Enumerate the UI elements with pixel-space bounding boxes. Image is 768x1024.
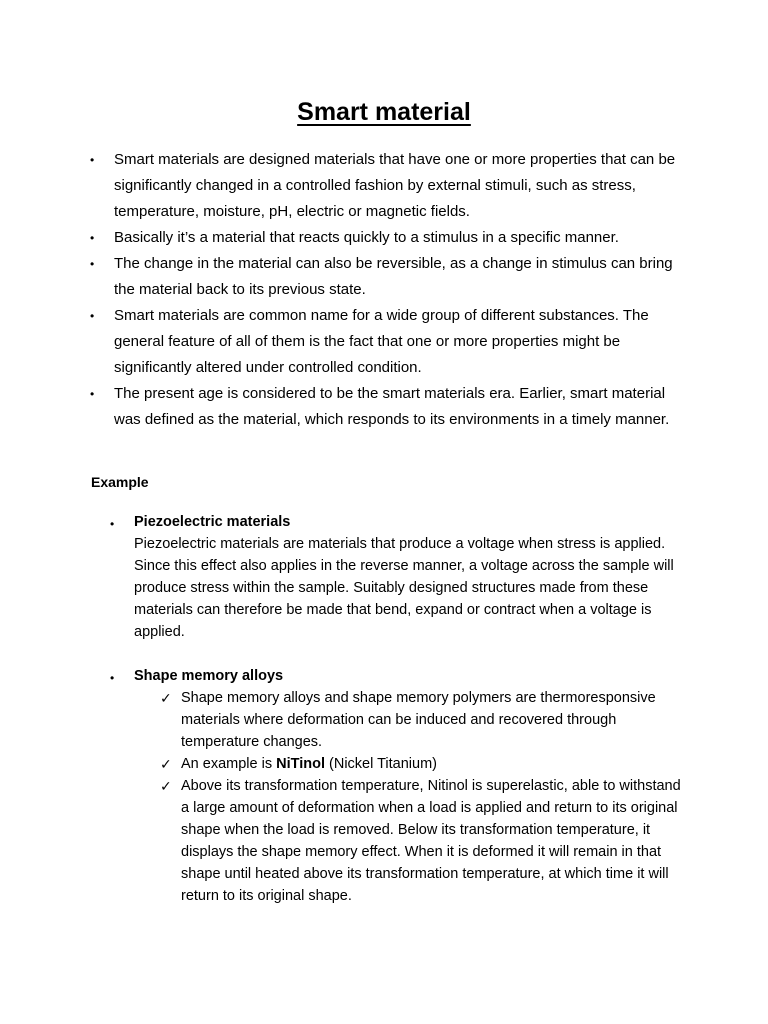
bullet-icon: •	[90, 309, 95, 323]
bullet-icon: •	[90, 387, 95, 401]
list-item	[90, 147, 694, 225]
checkmark-icon: ✓	[160, 690, 172, 706]
list-item-text: The change in the material can also be reversible, as a change in stimulus can bring the material back to its previous state.	[114, 255, 673, 298]
list-item-text: Basically it’s a material that reacts quickly to a stimulus in a specific manner.	[114, 229, 619, 246]
list-item-text: Smart materials are designed materials that have one or more properties that can be significantly changed in a controlled fashion by external stimuli, such as stress, temperature, moisture, pH, electric or magnetic fields.	[114, 151, 676, 220]
checkmark-icon: ✓	[160, 778, 172, 794]
checkmark-item	[160, 687, 681, 753]
bullet-icon: •	[90, 257, 95, 271]
bullet-icon: •	[110, 671, 115, 685]
example-item-piezoelectric	[110, 511, 694, 643]
nitinol-bold-term: NiTinol	[276, 756, 325, 772]
checkmark-item-text: Above its transformation temperature, Nitinol is superelastic, able to withstand a large amount of deformation when a load is applied and return to its original shape when the load is removed. Below its transformation temperature, it displays the shape memory effect. When it is deformed it will remain in that shape until heated above its transformation temperature, at which time it will return to its original shape.	[181, 778, 681, 904]
list-item-text: Smart materials are common name for a wide group of different substances. The general feature of all of them is the fact that one or more properties might be significantly altered under controlled condition.	[114, 307, 649, 376]
checkmark-item	[160, 775, 681, 907]
example-list	[110, 511, 694, 929]
list-item	[90, 251, 694, 303]
checkmark-item	[160, 753, 681, 775]
checkmark-item-text-after: (Nickel Titanium)	[324, 756, 437, 772]
checkmark-item-text-before: An example is	[181, 756, 277, 772]
example-title: Shape memory alloys	[134, 668, 284, 684]
example-body: Piezoelectric materials are materials that produce a voltage when stress is applied. Since this effect also applies in the reverse manner, a voltage across the sample will produce stress within the sample. Suitably designed structures made from these materials can therefore be made that bend, expand or contract when a voltage is applied.	[134, 536, 674, 640]
page-title: Smart material	[297, 98, 471, 126]
list-item	[90, 225, 694, 251]
list-item-text: The present age is considered to be the smart materials era. Earlier, smart material was defined as the material, which responds to its environments in a timely manner.	[114, 385, 670, 428]
checkmark-icon: ✓	[160, 756, 172, 772]
checkmark-item-text: Shape memory alloys and shape memory polymers are thermoresponsive materials where deformation can be induced and recovered through temperature changes.	[181, 690, 656, 750]
example-title: Piezoelectric materials	[134, 514, 291, 530]
list-item	[90, 303, 694, 381]
bullet-icon: •	[90, 153, 95, 167]
intro-bullet-list	[90, 147, 694, 433]
example-heading: Example	[91, 474, 149, 490]
bullet-icon: •	[90, 231, 95, 245]
checkmark-list	[134, 687, 681, 907]
bullet-icon: •	[110, 517, 115, 531]
example-item-shape-memory	[110, 665, 694, 907]
list-item	[90, 381, 694, 433]
